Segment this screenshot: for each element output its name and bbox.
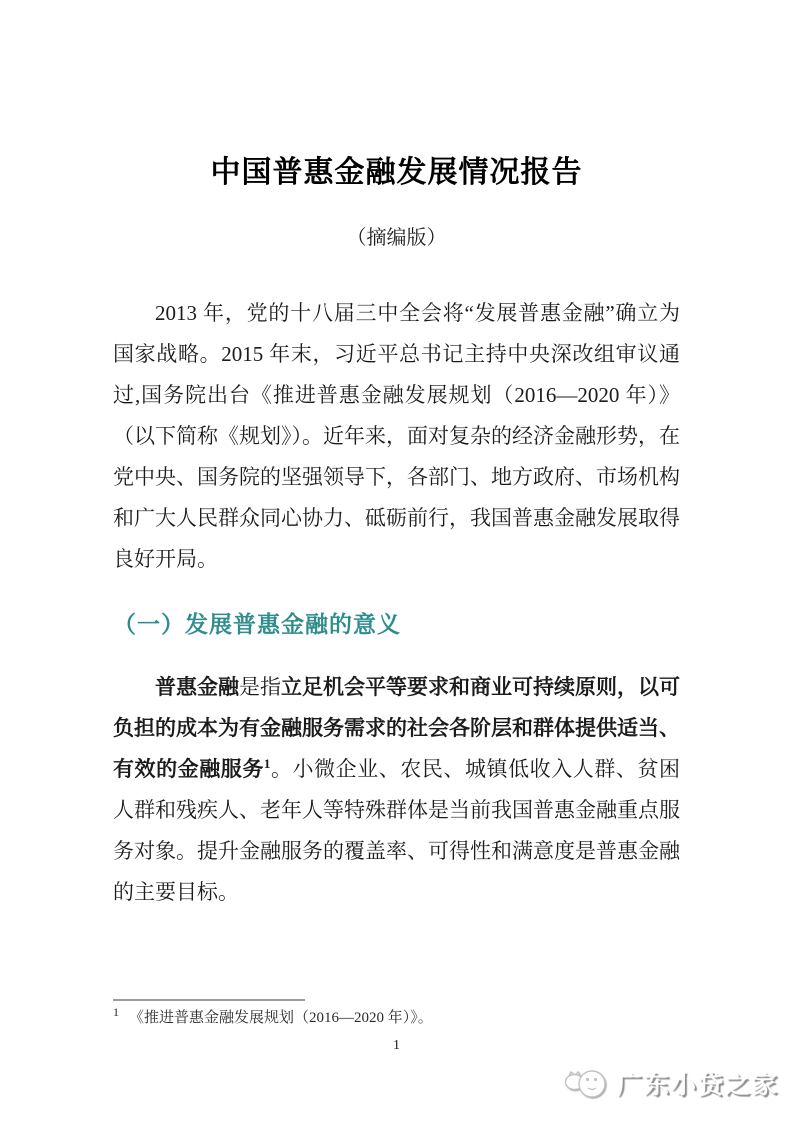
section-heading: （一）发展普惠金融的意义 bbox=[113, 611, 401, 637]
page-content bbox=[113, 0, 680, 934]
intro-paragraph: 2013 年，党的十八届三中全会将“发展普惠金融”确立为国家战略。2015 年末，习近平总书记主持中央深改组审议通过,国务院出台《推进普惠金融发展规划（2016—2020 年）》（以下简称《规划》）。近年来，面对复杂的经济金融形势，在党中央、国务院的坚强领导下，各部门、地方政府、市场机构和广大人民群众同心协力、砥砺前行，我国普惠金融发展取得良好开局。 bbox=[113, 301, 680, 571]
definition-bold-lead: 普惠金融 bbox=[155, 674, 239, 699]
watermark bbox=[564, 1064, 779, 1102]
definition-regular-2: 。小微企业、农民、城镇低收入人群、贫困人群和残疾人、老年人等特殊群体是当前我国普惠金融重点服务对象。提升金融服务的覆盖率、可得性和满意度是普惠金融的主要目标。 bbox=[113, 756, 681, 904]
footnote-marker: 1 bbox=[113, 1005, 119, 1019]
definition-regular-1: 是指 bbox=[239, 674, 281, 699]
footnote bbox=[113, 1005, 680, 1027]
page-number: 1 bbox=[393, 1038, 400, 1053]
brand-text: 广东小贷之家 bbox=[616, 1071, 779, 1099]
footnote-separator bbox=[113, 999, 305, 1001]
brand-logo-icon bbox=[564, 1064, 610, 1102]
definition-bold-core: 立足机会平等要求和商业可持续原则，以可负担的成本为有金融服务需求的社会各阶层和群体提供适当、有效的金融服务 bbox=[113, 674, 680, 781]
report-subtitle: （摘编版） bbox=[346, 227, 447, 249]
report-title: 中国普惠金融发展情况报告 bbox=[210, 156, 583, 189]
footnote-reference: 1 bbox=[263, 755, 271, 771]
definition-paragraph bbox=[113, 667, 680, 913]
footnote-text: 《推进普惠金融发展规划（2016—2020 年）》。 bbox=[129, 1010, 433, 1026]
